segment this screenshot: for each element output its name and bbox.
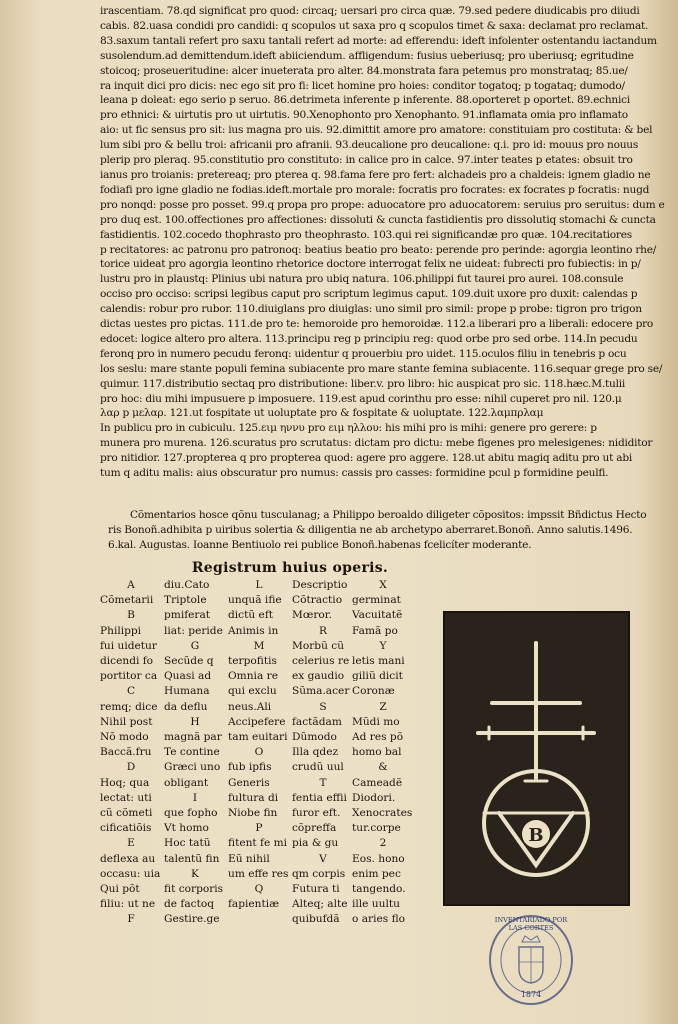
register-entry: qui exclu	[228, 685, 277, 698]
register-entry: Animis in	[228, 624, 279, 637]
register-entry: portitor ca	[100, 670, 158, 683]
register-entry: G	[190, 639, 200, 652]
commentary-line: calendis: robur pro rubor. 110.diuiglans pro diuiglas: uno simil pro simil: prope p probe: tigron pro trigon	[100, 303, 642, 316]
register-entry: Accipefere	[228, 715, 286, 728]
register-entry: que fopho	[164, 807, 218, 820]
register-entry: X	[379, 579, 387, 591]
stamp-year: 1874	[520, 990, 542, 999]
register-entry: Alteq; alte	[292, 898, 348, 911]
register-entry: filiu: ut ne	[100, 898, 156, 911]
register-entry: A	[127, 579, 135, 591]
register-entry: Mœror.	[292, 609, 333, 622]
register-entry: cũ cõmeti	[100, 807, 153, 820]
commentary-line: susolendum.ad demittendum.ideft abiiciendum. affligendum: fusius ueberiusq; pro uberiusq; egritudine	[100, 49, 634, 62]
library-stamp	[487, 912, 575, 1008]
register-entry: Omnia re	[228, 670, 278, 683]
register-entry: Te contine	[164, 746, 220, 759]
register-entry: quibufdã	[292, 913, 340, 926]
register-entry: D	[126, 761, 136, 774]
register-entry: Illa qdez	[292, 746, 339, 759]
register-entry: Græci uno	[164, 761, 221, 774]
register-entry: Eũ nihil	[228, 852, 270, 865]
register-column	[164, 578, 226, 928]
register-entry: obligant	[164, 776, 209, 789]
register-entry: talentũ fin	[164, 852, 220, 865]
register-entry: factãdam	[292, 715, 342, 728]
register-entry: O	[254, 746, 264, 759]
register-entry: dictũ eft	[228, 609, 273, 622]
register-column	[292, 578, 354, 928]
register-entry: ex gaudio	[292, 670, 345, 683]
register-entry: remq; dice	[100, 700, 158, 713]
register-entry: Descriptio	[292, 579, 348, 591]
register-entry: pmiferat	[164, 609, 211, 622]
register-entry: neus.Ali	[228, 700, 272, 713]
commentary-line: pro nitidior. 127.propterea q pro propterea quod: agere pro aggere. 128.ut abitu magiq aditu pro ut abi	[100, 452, 632, 465]
register-entry: cõpreffa	[292, 822, 337, 835]
register-entry: fapientiæ	[228, 898, 280, 911]
stamp-text: INVENTARIADO POR LAS CORTES	[494, 916, 568, 932]
register-column	[100, 578, 162, 928]
commentary-line: irascentiam. 78.qd significat pro quod: circaq; uersari pro circa quæ. 79.sed pedere diudicabis pro diiudi	[100, 5, 640, 17]
register-entry: Hoc tatũ	[164, 837, 211, 850]
commentary-line: leana p doleat: ego serio p seruo. 86.detrimeta inferente p inferente. 88.oporteret p oportet. 89.echnici	[100, 94, 630, 107]
commentary-line: pro ethnici: & uirtutis pro ut uirtutis. 90.Xenophonto pro Xenophanto. 91.inflamata omia pro inflamato	[100, 109, 628, 122]
commentary-line: lustru pro in plaustq: Plinius ubi natura pro ubiq natura. 106.philippi fut taurei pro aurei. 108.consule	[100, 273, 624, 286]
register-entry: fub ipfis	[228, 761, 272, 774]
register-entry: enim pec	[352, 867, 401, 880]
register-entry: Gestire.ge	[164, 913, 220, 926]
commentary-text	[100, 4, 666, 481]
register-entry: occasu: uia	[100, 867, 161, 880]
commentary-line: feronq pro in numero pecudu feronq: uidentur q prouerbiu pro uidet. 115.oculos filiu in tenebris p ocu	[100, 347, 627, 360]
register-entry: M	[253, 639, 265, 652]
register-entry: Cameadẽ	[352, 776, 403, 789]
register-entry: liat: peride	[164, 624, 223, 637]
register-entry: T	[319, 776, 327, 789]
register-entry: Cõtractio	[292, 594, 343, 607]
register-columns	[100, 578, 420, 938]
register-entry: homo bal	[352, 746, 402, 759]
colophon-line: 6.kal. Augustas. Ioanne Bentiuolo rei publice Bonoñ.habenas fcelicíter moderante.	[108, 539, 532, 551]
commentary-line: edocet: logice altero pro altera. 113.principu reg p principiu reg: quod orbe pro sed orbe. 114.In pecudu	[100, 332, 638, 345]
register-entry: giliũ dicit	[352, 670, 403, 683]
commentary-line: quimur. 117.distributio sectaq pro distributione: liber.v. pro libro: hic auspicat pro sic. 118.hæc.M.tulii	[100, 377, 625, 390]
register-entry: E	[127, 837, 135, 850]
register-entry: Generis	[228, 776, 270, 789]
register-entry: Philippi	[100, 624, 142, 637]
register-entry: I	[192, 791, 198, 804]
colophon-line: ris Bonoñ.adhibita p uiribus solertia & diligentia ne ab archetypo aberraret.Bonoñ. Anno salutis.1496.	[108, 524, 633, 536]
register-entry: tur.corpe	[352, 822, 401, 835]
register-entry: tangendo.	[352, 883, 406, 896]
register-entry: furor eft.	[292, 807, 341, 820]
register-column	[352, 578, 414, 928]
colophon-line: Cõmentarios hosce qõnu tusculanag; a Philippo beroaldo diligeter cõpositos: impssit Bñdictus Hecto	[130, 509, 647, 521]
register-entry: B	[127, 609, 135, 622]
register-entry: Q	[254, 883, 264, 896]
register-entry: P	[255, 822, 263, 835]
register-entry: terpofitis	[228, 655, 277, 668]
commentary-line: cabis. 82.uasa condidi pro candidi: q scopulos ut saxa pro q scopulos timet & saxa: declamat pro reclamat.	[100, 19, 649, 32]
commentary-line: stoicoq; proseueritudine: alcer inueterata pro alter. 84.monstrata fara petemus pro monstrataq; 85.ue/	[100, 64, 628, 77]
register-entry: Z	[379, 700, 387, 713]
register-entry: Xenocrates	[352, 807, 413, 820]
commentary-line: lum sibi pro & bellu troi: africanii pro afranii. 93.deucalione pro deucalione: q.i. pro id: mouus pro nouus	[100, 139, 639, 152]
register-entry: Mũdi mo	[352, 715, 400, 728]
register-entry: fui uidetur	[100, 639, 157, 652]
printer-mark	[443, 611, 630, 906]
colophon	[108, 508, 664, 553]
register-entry: pia & gu	[292, 837, 339, 850]
register-entry: Morbũ cũ	[292, 639, 345, 652]
register-entry: Cõmetarii	[100, 594, 154, 607]
register-entry: deflexa au	[100, 852, 156, 865]
register-title: Registrum huius operis.	[191, 560, 389, 576]
register-entry: &	[378, 761, 388, 774]
printer-mark-emblem	[445, 613, 628, 904]
commentary-line: plerip pro pleraq. 95.constitutio pro constituto: in calice pro in calce. 97.inter teates p etates: obsuit tro	[100, 154, 633, 167]
register-entry: S	[319, 700, 327, 713]
register-entry: Hoq; qua	[100, 776, 150, 789]
commentary-line: 83.saxum tantali refert pro saxu tantali refert ad morte: ad efferendu: ideft infolenter ostentandu iactandum	[100, 34, 657, 47]
register-entry: Nihil post	[100, 715, 153, 728]
register-entry: Niobe fin	[228, 807, 278, 820]
register-entry: Futura ti	[292, 883, 340, 896]
commentary-line: ra inquit dici pro dicis: nec ego sit pro fi: licet homine pro hoies: conditor togatoq; p togataq; dumodo/	[100, 79, 625, 92]
register-entry: da deflu	[164, 700, 208, 713]
register-column	[228, 578, 290, 912]
commentary-line: pro nonqd: posse pro posset. 99.q propa pro prope: aduocatore pro aduocatorem: seruius pro seruitus: dum e	[100, 198, 665, 211]
register-entry: H	[190, 715, 200, 728]
register-entry: magnã par	[164, 731, 222, 744]
register-entry: germinat	[352, 594, 401, 607]
register-entry: Qui põt	[100, 883, 140, 896]
commentary-line: occiso pro occiso: scripsi legibus caput pro scriptum legimus caput. 109.duit uxore pro duxit: calendas p	[100, 288, 638, 301]
register-entry: R	[319, 624, 327, 637]
commentary-line: ianus pro troianis: pretereaq; pro pterea q. 98.fama fere pro fert: alchadeis pro a chaldeis: ignem gladio ne	[100, 168, 651, 181]
printer-mark-letter: B	[528, 825, 544, 846]
commentary-line: dictas uestes pro pictas. 111.de pro te: hemoroide pro hemoroidæ. 112.a liberari pro a liberali: edocere pro	[100, 318, 654, 331]
register-entry: um effe res	[228, 867, 289, 880]
register-entry: Secũde q	[164, 655, 214, 668]
commentary-line: fastidientis. 102.cocedo thophrasto pro theophrasto. 103.qui rei significandæ pro quæ. 104.recitatiores	[100, 228, 632, 241]
register-entry: fultura di	[228, 791, 279, 804]
register-entry: fit corporis	[164, 883, 224, 896]
register-entry: Eos. hono	[352, 852, 405, 865]
commentary-line: fodiafi pro igne gladio ne fodias.ideft.mortale pro morale: focratis pro focrates: ex focrates p focratis: nugd	[100, 183, 650, 196]
register-entry: tam euitari	[228, 731, 288, 744]
register-entry: unquã ifie	[228, 594, 282, 607]
register-entry: Coronæ	[352, 685, 395, 698]
commentary-line: munera pro murena. 126.scuratus pro scrutatus: dictam pro dictu: mebe figenes pro melesigenes: nididitor	[100, 437, 653, 450]
register-entry: V	[319, 852, 327, 865]
register-entry: K	[191, 867, 199, 880]
commentary-line: pro duq est. 100.offectiones pro affectiones: dissoluti & cuncta fastidientis pro dissolutiq stomachi & cuncta	[100, 213, 656, 226]
commentary-line: torice uideat pro agorgia leontino rhetorice doctore interrogat felix ne uideat: fubrecti pro fubiectis: in p/	[100, 258, 641, 271]
register-entry: crudũ uul	[292, 761, 344, 774]
register-entry: Baccã.fru	[100, 746, 152, 759]
register-entry: ille uultu	[352, 898, 400, 911]
commentary-line: In publicu pro in cubiculu. 125.ειμ ηννυ pro ειμ ηλλου: his mihi pro is mihi: genere pro gerere: p	[100, 422, 597, 435]
register-entry: celerius re	[292, 655, 350, 668]
register-entry: 2	[379, 837, 387, 850]
register-entry: Y	[379, 639, 387, 652]
register-entry: Diodori.	[352, 791, 396, 804]
register-entry: cificatiõis	[100, 822, 152, 835]
register-entry: Vacuitatẽ	[352, 609, 403, 622]
register-entry: Vt homo	[164, 822, 209, 835]
register-entry: diu.Cato	[164, 579, 210, 591]
commentary-line: los seslu: mare stante populi femina subiacente pro mare stante femina subiacente. 116.sequar grege pro se/	[100, 362, 663, 375]
register-entry: qm corpis	[292, 867, 346, 880]
register-entry: C	[126, 685, 136, 698]
commentary-line: pro hoc: diu mihi impusuere p imposuere. 119.est apud corinthu pro esse: nihil cuperet pro nil. 120.μ	[100, 392, 622, 405]
register-entry: Famã po	[352, 624, 398, 637]
register-entry: dicendi fo	[100, 655, 154, 668]
register-entry: lectat: uti	[100, 791, 152, 804]
register-entry: Quasi ad	[164, 670, 212, 683]
commentary-line: p recitatores: ac patronu pro patronoq: beatius beatio pro beato: perende pro perinde: agorgia leontino rhe/	[100, 243, 657, 256]
commentary-line: λαρ p μελαρ. 121.ut fospitate ut uoluptate pro & fospitate & uoluptate. 122.λαμπρλαμ	[100, 407, 544, 420]
register-entry: fentia effii	[292, 791, 347, 804]
register-entry: de factoq	[164, 898, 215, 911]
commentary-line: tum q aditu malis: aius obscuratur pro numus: cassis pro casses: formidine pcul p formidine peulfi.	[100, 467, 609, 480]
register-entry: Sũma.acer	[292, 685, 350, 698]
register-entry: Humana	[164, 685, 210, 698]
commentary-line: aio: ut fic sensus pro sit: ius magna pro uis. 92.dimittit amore pro amatore: constituiam pro costituta: & bel	[100, 124, 653, 137]
register-entry: F	[127, 913, 135, 926]
register-entry: o aries flo	[352, 913, 406, 926]
register-entry: Triptole	[164, 594, 207, 607]
register-entry: L	[255, 579, 263, 591]
register-entry: fitent fe mi	[228, 837, 288, 850]
register-entry: letis mani	[352, 655, 405, 668]
register-entry: Nõ modo	[100, 731, 149, 744]
register-entry: Dũmodo	[292, 731, 337, 744]
register-entry: Ad res põ	[352, 731, 404, 744]
